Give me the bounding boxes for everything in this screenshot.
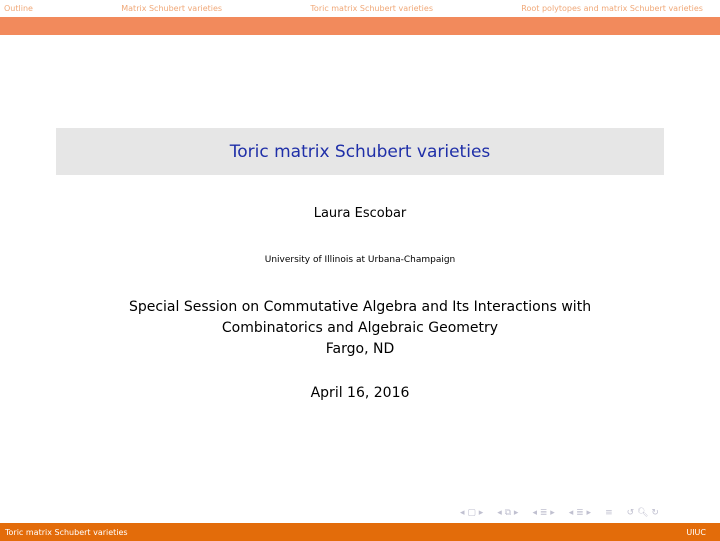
nav-section-matrix-schubert[interactable]: Matrix Schubert varieties bbox=[121, 4, 223, 13]
title-box bbox=[56, 128, 664, 175]
event-line: Special Session on Commutative Algebra and Its Interactions with bbox=[128, 299, 592, 315]
nav-section-toric-matrix-schubert[interactable]: Toric matrix Schubert varieties bbox=[310, 4, 433, 13]
nav-section-outline[interactable]: Outline bbox=[4, 4, 33, 13]
nav-search-icon[interactable]: ↺ 🔍︎ ↻ bbox=[626, 508, 659, 518]
footer-bar bbox=[0, 523, 720, 541]
footer-title: Toric matrix Schubert varieties bbox=[5, 527, 128, 537]
author: Laura Escobar bbox=[313, 206, 407, 221]
nav-first-icon[interactable]: ◂ ▢ ▸ bbox=[460, 508, 484, 518]
footer-institute: UIUC bbox=[686, 527, 706, 537]
beamer-navigation-symbols bbox=[460, 506, 659, 520]
nav-align-icon[interactable]: ≡ bbox=[605, 508, 613, 518]
event-line: Fargo, ND bbox=[325, 341, 395, 357]
nav-section-icon[interactable]: ◂ ≣ ▸ bbox=[532, 508, 555, 518]
nav-subsection-icon[interactable]: ◂ ≣ ▸ bbox=[568, 508, 592, 518]
slide-title: Toric matrix Schubert varieties bbox=[229, 141, 491, 162]
nav-frame-icon[interactable]: ◂ ⧉ ▸ bbox=[497, 508, 519, 518]
section-navigation bbox=[0, 0, 720, 17]
header-bar bbox=[0, 17, 720, 35]
date: April 16, 2016 bbox=[310, 385, 410, 401]
nav-section-root-polytopes[interactable]: Root polytopes and matrix Schubert varieties bbox=[521, 4, 703, 13]
event bbox=[0, 297, 720, 360]
institute: University of Illinois at Urbana-Champaign bbox=[264, 255, 456, 265]
event-line: Combinatorics and Algebraic Geometry bbox=[221, 320, 499, 336]
